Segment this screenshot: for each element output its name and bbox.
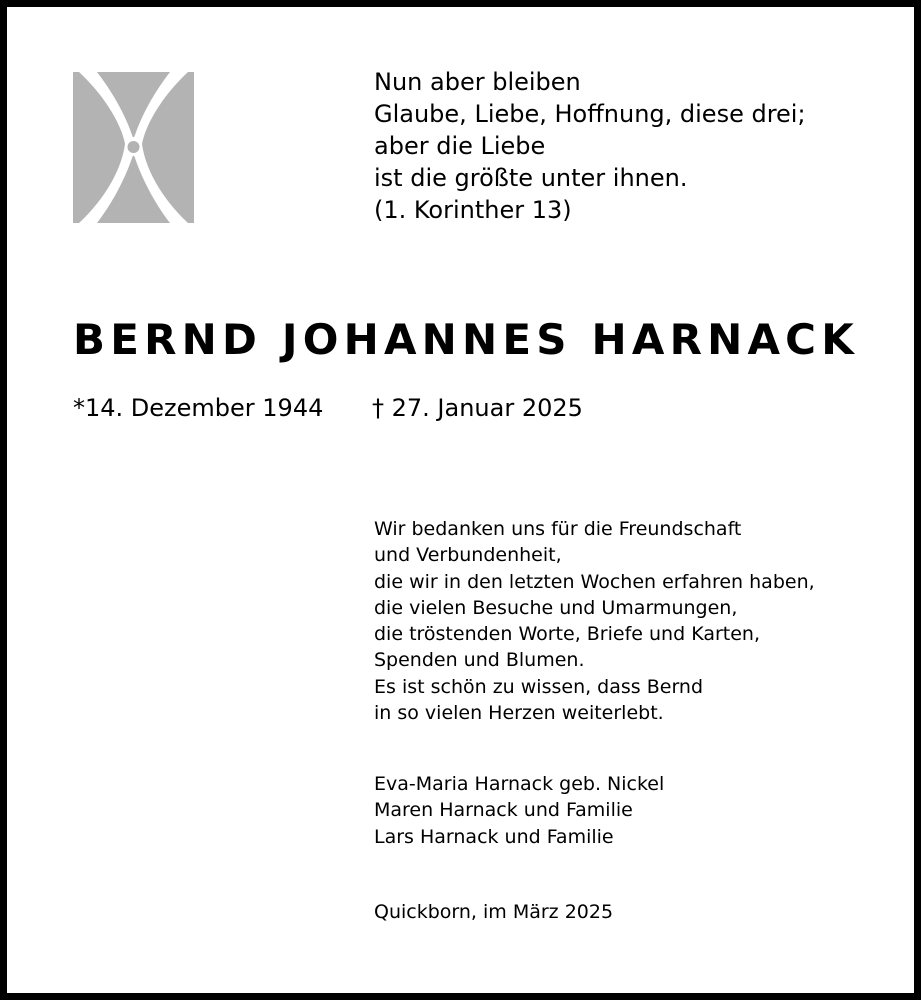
birth-date: *14. Dezember 1944 bbox=[73, 394, 324, 422]
mourners-list bbox=[374, 771, 894, 850]
verse-reference: (1. Korinther 13) bbox=[374, 196, 572, 224]
thanks-line: und Verbundenheit, bbox=[374, 544, 562, 567]
thanks-line: die vielen Besuche und Umarmungen, bbox=[374, 596, 738, 619]
thanks-line: Wir bedanken uns für die Freundschaft bbox=[374, 518, 742, 540]
verse-line: ist die größte unter ihnen. bbox=[374, 164, 688, 192]
death-date: † 27. Januar 2025 bbox=[372, 394, 583, 422]
deceased-name: BERND JOHANNES HARNACK bbox=[73, 315, 859, 364]
thanks-text bbox=[374, 516, 894, 726]
bible-verse bbox=[374, 66, 894, 226]
thanks-line: die wir in den letzten Wochen erfahren haben, bbox=[374, 570, 815, 593]
thanks-line: in so vielen Herzen weiterlebt. bbox=[374, 702, 664, 725]
mourner-name: Maren Harnack und Familie bbox=[374, 799, 633, 822]
thanks-line: die tröstenden Worte, Briefe und Karten, bbox=[374, 623, 760, 646]
verse-line: Glaube, Liebe, Hoffnung, diese drei; bbox=[374, 100, 806, 128]
mourner-name: Lars Harnack und Familie bbox=[374, 825, 614, 848]
thanks-line: Spenden und Blumen. bbox=[374, 649, 585, 672]
place-and-date: Quickborn, im März 2025 bbox=[374, 901, 614, 923]
hourglass-cross-emblem-icon bbox=[73, 72, 194, 223]
mourner-name: Eva-Maria Harnack geb. Nickel bbox=[374, 773, 665, 795]
life-dates bbox=[73, 392, 873, 424]
verse-line: Nun aber bleiben bbox=[374, 68, 581, 96]
verse-line: aber die Liebe bbox=[374, 132, 546, 160]
thanks-line: Es ist schön zu wissen, dass Bernd bbox=[374, 675, 704, 698]
